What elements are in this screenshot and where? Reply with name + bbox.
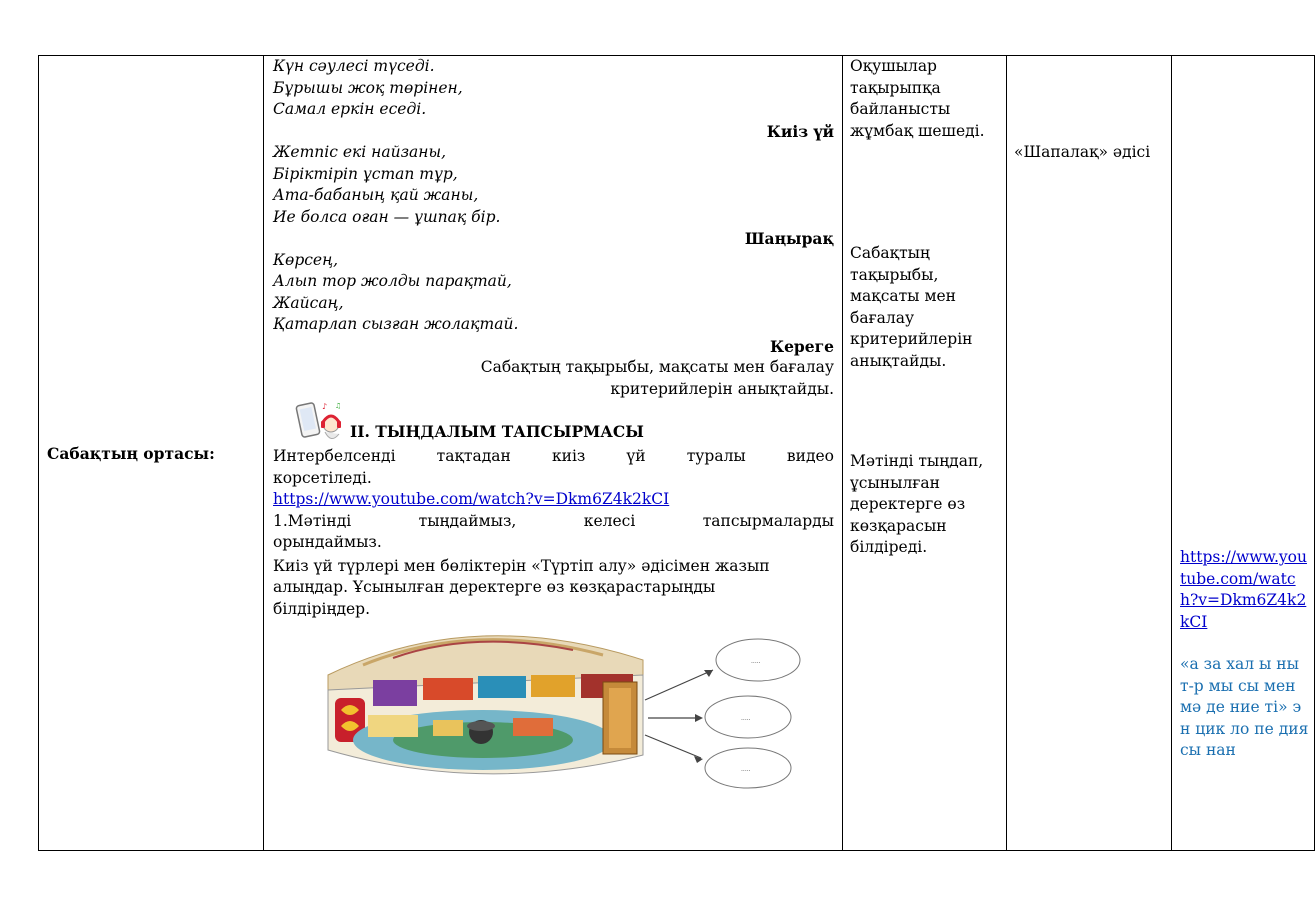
assessment-cell — [1007, 56, 1172, 851]
intro-text: корсетіледі. — [273, 468, 372, 487]
riddle-line: Самал еркін еседі. — [273, 100, 427, 118]
riddle-line: Жайсаң, — [273, 293, 344, 312]
student-activity-3: Мәтінді тыңдап, ұсынылған деректерге өз көзқарасын білдіреді. — [850, 452, 984, 556]
bubble-text: ..... — [741, 766, 751, 773]
video-link[interactable]: https://www.youtube.com/watch?v=Dkm6Z4k2kCI — [273, 490, 670, 508]
task-instructions: Киіз үй түрлері мен бөліктерін «Түртіп алу» әдісімен жазып алыңдар. Ұсынылған деректерге өз көзқарастарыңды білдіріңдер. — [273, 556, 770, 618]
resource-link[interactable]: https://www.youtube.com/watch?v=Dkm6Z4k2kCI — [1180, 548, 1307, 631]
riddle-line: Ата-бабаның қай жаны, — [273, 186, 479, 204]
resource-note: «а за хал ы ны т-р мы сы мен мә де ние ті» эн цик ло пе дия сы нан — [1180, 655, 1309, 759]
section-title: II. ТЫҢДАЛЫМ ТАПСЫРМАСЫ — [350, 422, 644, 441]
table-row — [39, 56, 1315, 851]
riddle-line: Қатарлап сызған жолақтай. — [273, 315, 519, 333]
yurt-diagram — [273, 620, 834, 790]
yurt-interior-illustration — [273, 620, 818, 790]
riddle-line: Біріктіріп ұстап тұр, — [273, 164, 458, 183]
riddle-answer-1: Киіз үй — [766, 121, 834, 141]
riddle-answer-2: Шаңырақ — [744, 229, 834, 248]
goal-line: критерийлерін анықтайды. — [610, 379, 834, 398]
bubble-text: ..... — [741, 715, 751, 722]
riddle-line: Бұрышы жоқ төрінен, — [273, 78, 463, 97]
riddle-1 — [273, 56, 834, 121]
riddle-answer-3: Кереге — [769, 336, 834, 356]
bubble-text: ..... — [751, 658, 761, 665]
goal-line: Сабақтың тақырыбы, мақсаты мен бағалау — [480, 358, 834, 376]
svg-text:♫: ♫ — [335, 402, 342, 410]
student-activity-2: Сабақтың тақырыбы, мақсаты мен бағалау критерийлерін анықтайды. — [850, 244, 973, 370]
resources-cell — [1172, 56, 1315, 851]
riddle-line: Көрсең, — [273, 250, 339, 269]
task-text: орындаймыз. — [273, 533, 382, 551]
assessment-method: «Шапалақ» әдісі — [1014, 143, 1151, 161]
riddle-line: Күн сәулесі түседі. — [273, 57, 435, 75]
activity-cell — [264, 56, 843, 851]
svg-text:♪: ♪ — [322, 402, 328, 411]
student-activity-cell — [843, 56, 1007, 851]
riddle-line: Алып тор жолды парақтай, — [273, 272, 512, 290]
section-header — [273, 400, 834, 446]
riddle-3 — [273, 250, 834, 336]
riddle-2 — [273, 142, 834, 228]
listening-phone-icon — [295, 400, 349, 444]
riddle-line: Ие болса оған — ұшпақ бір. — [273, 207, 501, 226]
intro-text: Интербелсенді тақтадан киіз үй туралы видео — [273, 447, 834, 465]
riddle-line: Жетпіс екі найзаны, — [273, 143, 447, 161]
task-text: 1.Мәтінді тыңдаймыз, келесі тапсырмаларды — [273, 511, 834, 530]
student-activity-1: Оқушылар тақырыпқа байланысты жұмбақ шешеді. — [850, 57, 985, 140]
row-label: Сабақтың ортасы: — [39, 56, 264, 851]
lesson-plan-table — [38, 55, 1315, 851]
